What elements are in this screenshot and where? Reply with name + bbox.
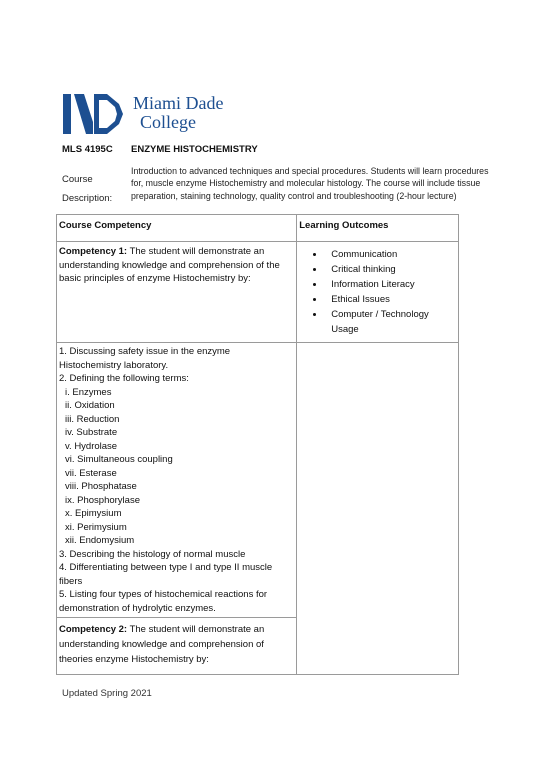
term-item: iv. Substrate [65,427,118,438]
competency-2-cell [57,618,297,675]
term-item: vi. Simultaneous coupling [65,454,173,465]
course-code: MLS 4195C [62,144,113,155]
learning-outcomes-empty-cell [297,343,459,675]
competency-1-cell [57,242,297,343]
college-logo-text [133,94,223,132]
competency-2-text: The student will demonstrate an understanding knowledge and comprehension of theories enzyme Histochemistry by: [59,624,265,665]
competency-1-items-row [57,343,459,618]
logo-line-1: Miami Dade [133,93,224,113]
learning-outcomes-list [299,247,456,337]
term-item: vii. Esterase [65,467,117,479]
outcome-critical-thinking: • Critical thinking [325,262,456,277]
outcome-ethical-issues: • Ethical Issues [325,292,456,307]
term-item: ix. Phosphorylase [65,494,140,506]
course-description: Introduction to advanced techniques and special procedures. Students will learn procedures for, muscle enzyme Histochemistry and molecular histology. The course will include tissue preparation, staining technology, quality control and troubleshooting (2-hour lecture) [131,166,489,201]
term-item: xi. Perimysium [65,521,127,533]
outcome-communication: • Communication [325,247,456,262]
course-description-label [62,170,112,208]
competency-1-row [57,242,459,343]
header-learning-outcomes: Learning Outcomes [297,215,459,242]
learning-outcomes-cell [297,242,459,343]
item-2: 2. Defining the following terms: [59,373,189,384]
term-item: iii. Reduction [65,413,120,425]
term-item: i. Enzymes [65,386,112,398]
table-header-row [57,215,459,242]
course-title: ENZYME HISTOCHEMISTRY [131,144,258,155]
header-course-competency: Course Competency [57,215,297,242]
description-label-line-1: Course [62,174,93,185]
college-logo-mark [63,94,125,134]
term-item: v. Hydrolase [65,440,118,452]
description-label-line-2: Description: [62,193,113,204]
term-item: ii. Oxidation [65,400,115,411]
outcome-computer-technology: • Computer / Technology Usage [325,307,456,337]
term-item: viii. Phosphatase [65,481,137,492]
college-logo [63,94,233,134]
footer-updated: Updated Spring 2021 [62,688,152,699]
competency-1-text: The student will demonstrate an understanding knowledge and comprehension of the basic principles of enzyme Histochemistry by: [59,246,280,284]
competency-1-items-cell [57,343,297,618]
item-5: 5. Listing four types of histochemical reactions for demonstration of hydrolytic enzymes. [59,589,268,614]
item-3: 3. Describing the histology of normal muscle [59,548,246,560]
item-4: 4. Differentiating between type I and type II muscle fibers [59,562,273,587]
competency-1-label: Competency 1: [59,246,128,257]
competency-2-label: Competency 2: [59,624,128,635]
logo-line-2: College [140,112,196,132]
outcome-information-literacy: • Information Literacy [325,277,456,292]
competency-table [56,214,459,675]
term-item: x. Epimysium [65,508,122,519]
item-1: 1. Discussing safety issue in the enzyme Histochemistry laboratory. [59,346,231,371]
term-item: xii. Endomysium [65,535,135,546]
